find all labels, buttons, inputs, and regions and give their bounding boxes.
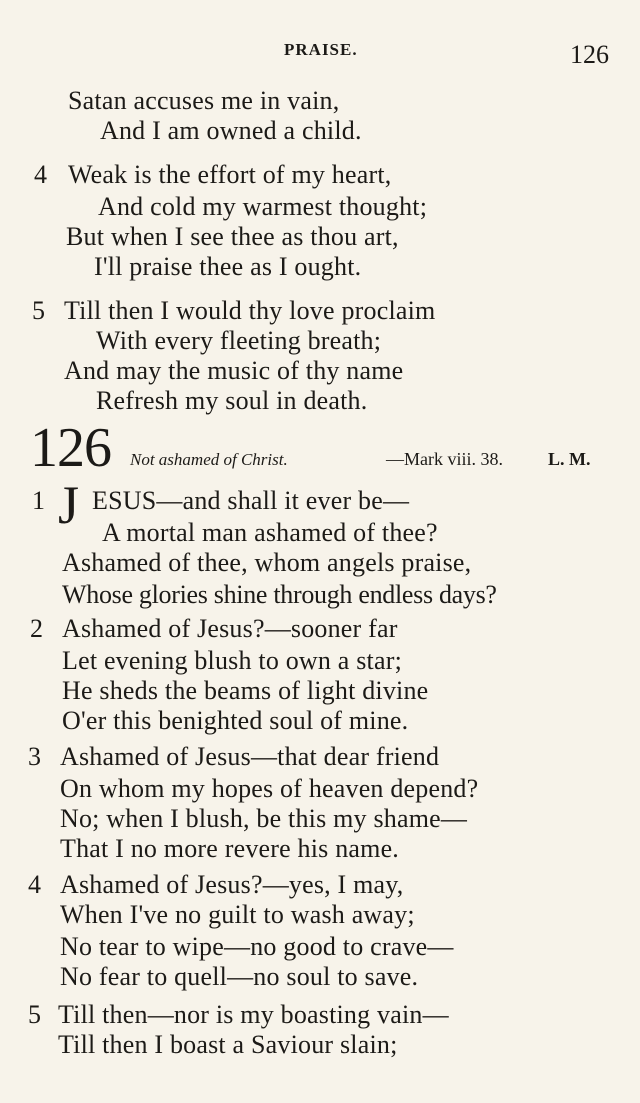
verse-number: 2 xyxy=(30,614,43,643)
hymn-number: 126 xyxy=(30,417,111,479)
hymn-line: A mortal man ashamed of thee? xyxy=(102,518,438,547)
hymn-line: Ashamed of Jesus?—sooner far xyxy=(62,614,398,643)
running-header: PRAISE. xyxy=(284,40,358,59)
hymn-line: And I am owned a child. xyxy=(100,116,362,145)
hymn-line: Ashamed of Jesus?—yes, I may, xyxy=(60,870,404,899)
verse-number: 4 xyxy=(34,160,47,189)
hymn-line: O'er this benighted soul of mine. xyxy=(62,706,409,735)
hymn-line: No fear to quell—no soul to save. xyxy=(60,962,419,991)
verse-number: 1 xyxy=(32,486,45,515)
hymn-line: Till then—nor is my boasting vain— xyxy=(58,1000,449,1029)
hymn-line: That I no more revere his name. xyxy=(60,834,400,863)
page-number: 126 xyxy=(570,40,609,69)
hymn-title: Not ashamed of Christ. xyxy=(130,450,288,469)
hymn-line: Satan accuses me in vain, xyxy=(68,86,340,115)
verse-number: 5 xyxy=(32,296,45,325)
hymn-line: Weak is the effort of my heart, xyxy=(68,160,392,189)
hymn-line: Ashamed of Jesus—that dear friend xyxy=(60,742,440,771)
hymn-line: On whom my hopes of heaven depend? xyxy=(60,774,479,803)
hymn-line: Till then I boast a Saviour slain; xyxy=(58,1030,398,1059)
hymn-line: No tear to wipe—no good to crave— xyxy=(60,932,454,961)
hymn-meter: L. M. xyxy=(548,449,591,469)
verse-number: 3 xyxy=(28,742,41,771)
hymn-line: Whose glories shine through endless days? xyxy=(62,580,497,609)
drop-cap: J xyxy=(58,475,80,535)
hymn-line: With every fleeting breath; xyxy=(96,326,382,355)
hymn-line: And cold my warmest thought; xyxy=(98,192,428,221)
hymn-line: Let evening blush to own a star; xyxy=(62,646,402,675)
hymn-line: No; when I blush, be this my shame— xyxy=(60,804,468,833)
hymn-line: Ashamed of thee, whom angels praise, xyxy=(62,548,472,577)
hymn-line: I'll praise thee as I ought. xyxy=(94,252,362,281)
verse-number: 4 xyxy=(28,870,41,899)
hymn-line: Refresh my soul in death. xyxy=(96,386,368,415)
verse-number: 5 xyxy=(28,1000,41,1029)
hymn-line: He sheds the beams of light divine xyxy=(62,676,429,705)
hymn-line: ESUS—and shall it ever be— xyxy=(92,486,410,515)
hymn-line: And may the music of thy name xyxy=(64,356,404,385)
scripture-reference: —Mark viii. 38. xyxy=(386,449,503,469)
hymn-line: But when I see thee as thou art, xyxy=(66,222,399,251)
hymn-line: Till then I would thy love proclaim xyxy=(64,296,436,325)
hymn-line: When I've no guilt to wash away; xyxy=(60,900,415,929)
